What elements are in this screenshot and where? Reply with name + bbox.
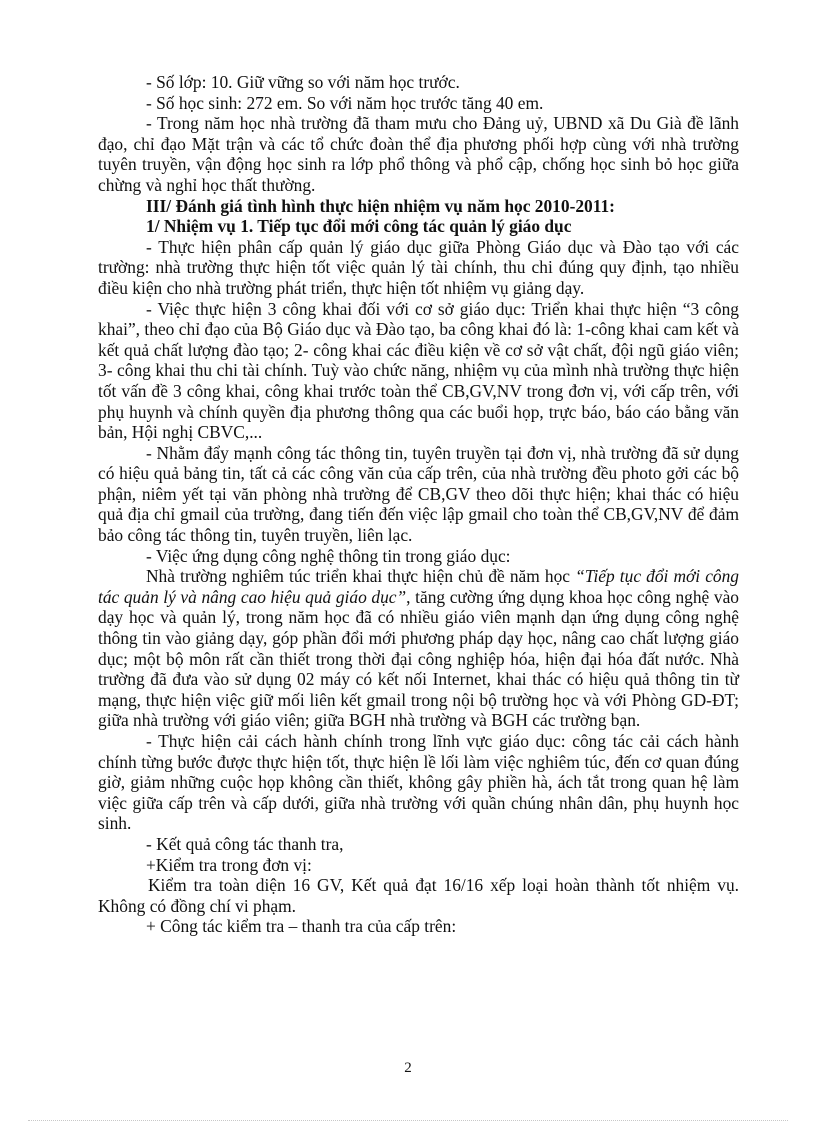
it-paragraph-intro: Nhà trường nghiêm túc triển khai thực hiện chủ đề năm học [146, 566, 576, 587]
mobilization-paragraph: - Trong năm học nhà trường đã tham mưu cho Đảng uỷ, UBND xã Du Già đề lãnh đạo, chỉ đạo Mặt trận và các tổ chức đoàn thể địa phương phối hợp cùng với nhà trường tuyên truyền, vận động học sinh ra lớp phổ thông và phổ cập, chống học sinh bỏ học giữa chừng và nghỉ học thất thường. [98, 113, 739, 195]
communication-paragraph: - Nhằm đẩy mạnh công tác thông tin, tuyên truyền tại đơn vị, nhà trường đã sử dụng có hiệu quả bảng tin, tất cả các công văn của cấp trên, của nhà trường đều photo gởi các bộ phận, niêm yết tại văn phòng nhà trường để CB,GV theo dõi thực hiện; khai thác có hiệu quả địa chỉ gmail của trường, đang tiến đến việc lập gmail cho toàn thể CB,GV,NV để đảm bảo công tác thông tin, tuyên truyền, liên lạc. [98, 442, 739, 546]
it-paragraph-body: , tăng cường ứng dụng khoa học công nghệ vào dạy học và quản lý, trong năm học đã có nhiều giáo viên mạnh dạn ứng dụng công nghệ thông tin vào giảng dạy, góp phần đổi mới phương pháp dạy học, nâng cao chất lượng giáo dục; một bộ môn rất cần thiết trong thời đại công nghiệp hóa, hiện đại hóa đất nước. Nhà trường đã đưa vào sử dụng 02 máy có kết nối Internet, khai thác có hiệu quả thông tin từ mạng, thực hiện việc giữ mối liên kết gmail trong nội bộ trường học và với Phòng GD-ĐT; giữa nhà trường với giáo viên; giữa BGH nhà trường và BGH các trường bạn. [98, 586, 739, 731]
class-count-line: - Số lớp: 10. Giữ vững so với năm học trước. [146, 72, 460, 92]
student-count-line: - Số học sinh: 272 em. So với năm học trước tăng 40 em. [146, 92, 544, 113]
task-heading: 1/ Nhiệm vụ 1. Tiếp tục đổi mới công tác quản lý giáo dục [146, 216, 572, 237]
three-disclosures-paragraph: - Việc thực hiện 3 công khai đối với cơ sở giáo dục: Triển khai thực hiện “3 công khai”, theo chỉ đạo của Bộ Giáo dục và Đào tạo, ba công khai đó là: 1-công khai cam kết và kết quả chất lượng đào tạo; 2- công khai các điều kiện về cơ sở vật chất, đội ngũ giáo viên; 3- công khai thu chi tài chính. Tuỳ vào chức năng, nhiệm vụ của mình nhà trường thực hiện tốt vấn đề 3 công khai, công khai trước toàn thể CB,GV,NV trong đơn vị, với cấp trên, với phụ huynh và chính quyền địa phương thông qua các buổi họp, trực báo, báo cáo bằng văn bản, Hội nghị CBVC,... [98, 298, 739, 443]
page-number: 2 [404, 1060, 412, 1076]
it-application-paragraph [98, 566, 739, 731]
inspection-result-line: - Kết quả công tác thanh tra, [146, 833, 344, 854]
decentralization-paragraph: - Thực hiện phân cấp quản lý giáo dục giữa Phòng Giáo dục và Đào tạo với các trường: nhà trường thực hiện tốt việc quản lý tài chính, thu chi đúng quy định, tạo nhiều điều kiện cho nhà trường phát triển, thực hiện tốt nhiệm vụ giảng dạy. [98, 236, 739, 298]
section-heading: III/ Đánh giá tình hình thực hiện nhiệm vụ năm học 2010-2011: [146, 195, 615, 216]
page-bottom-divider [28, 1120, 788, 1121]
it-application-line: - Việc ứng dụng công nghệ thông tin trong giáo dục: [146, 545, 511, 566]
school-year-theme: “Tiếp tục đổi mới công tác quản lý và nâng cao hiệu quả giáo dục” [98, 566, 740, 607]
internal-inspection-line: +Kiểm tra trong đơn vị: [146, 854, 312, 875]
superior-inspection-line: + Công tác kiểm tra – thanh tra của cấp trên: [146, 916, 457, 937]
inspection-detail-paragraph: Kiểm tra toàn diện 16 GV, Kết quả đạt 16/16 xếp loại hoàn thành tốt nhiệm vụ. Không có đồng chí vi phạm. [98, 875, 739, 916]
admin-reform-paragraph: - Thực hiện cải cách hành chính trong lĩnh vực giáo dục: công tác cải cách hành chính từng bước được thực hiện tốt, thực hiện lề lối làm việc nghiêm túc, đến cơ quan đúng giờ, giảm những cuộc họp không cần thiết, không gây phiền hà, ách tắt trong quan hệ làm việc giữa cấp trên và cấp dưới, giữa nhà trường với quần chúng nhân dân, phụ huynh học sinh. [98, 731, 739, 834]
page-body [98, 72, 739, 937]
